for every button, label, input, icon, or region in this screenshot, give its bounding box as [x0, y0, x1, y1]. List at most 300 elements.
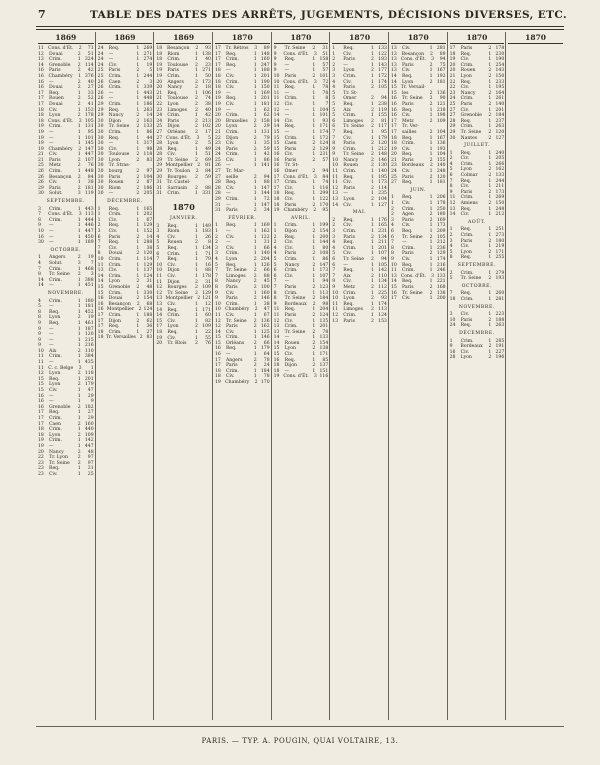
- entry-page: 83: [146, 157, 153, 163]
- entry-volume: 1: [371, 312, 374, 318]
- entry-day: 26: [38, 180, 44, 186]
- entry-volume: 1: [253, 368, 257, 374]
- entry-court: Crim.: [401, 268, 415, 274]
- entry-page: 71: [205, 251, 211, 257]
- entry-court: Civ.: [401, 113, 411, 119]
- entry-page: 135: [319, 318, 329, 324]
- entry-court: Crim.: [167, 313, 181, 319]
- entry-volume: 1: [371, 229, 374, 234]
- entry-volume: 1: [77, 298, 81, 304]
- entry-volume: 1: [253, 312, 257, 318]
- entry-day: 24: [156, 118, 163, 124]
- entry-day: 30: [449, 135, 456, 141]
- entry-volume: 2: [253, 146, 257, 152]
- entry-page: 165: [143, 206, 153, 212]
- entry-page: 19: [87, 255, 94, 261]
- entry-day: 19: [156, 335, 163, 341]
- entry-day: 4: [214, 256, 218, 262]
- entry-day: 21: [156, 96, 163, 102]
- entry-page: 130: [378, 163, 387, 169]
- entry-volume: 3: [78, 365, 82, 371]
- entry-court: —: [225, 90, 231, 96]
- entry-volume: 1: [77, 388, 81, 394]
- entry-page: 80: [322, 245, 329, 251]
- entry-court: Nancy: [460, 90, 476, 96]
- entry-day: 12: [38, 51, 44, 57]
- entry-page: 447: [84, 443, 94, 449]
- entry-court: Bordeaux: [460, 344, 483, 350]
- entry-day: 13: [390, 62, 397, 68]
- entry-court: Tr. Seine: [284, 296, 306, 302]
- entry-day: 8: [214, 284, 218, 290]
- entry-page: 5: [208, 141, 211, 147]
- entry-volume: 1: [77, 438, 81, 444]
- entry-volume: 1: [253, 79, 257, 85]
- entry-day: 12: [332, 312, 339, 318]
- entry-volume: 2: [195, 129, 198, 135]
- entry-day: 17: [97, 312, 104, 318]
- entry-page: 154: [319, 340, 329, 346]
- entry-court: Paris: [460, 101, 473, 107]
- entry-volume: 2: [312, 363, 316, 369]
- entry-volume: 3: [78, 118, 82, 124]
- entry-volume: 2: [429, 251, 433, 257]
- entry-volume: 1: [136, 51, 140, 57]
- entry-volume: 2: [488, 249, 492, 255]
- entry-court: Req.: [225, 346, 237, 352]
- entry-day: 24: [156, 113, 163, 119]
- entry-court: Omer: [284, 169, 298, 175]
- entry-day: 9: [38, 320, 41, 326]
- entry-page: 42: [87, 68, 94, 74]
- entry-day: 16: [38, 73, 44, 79]
- entry-page: 271: [143, 51, 153, 57]
- entry-court: Civ.: [401, 169, 411, 175]
- entry-page: 14: [146, 113, 153, 119]
- entry-court: Colmar: [460, 173, 478, 179]
- entry-page: 144: [260, 191, 270, 197]
- entry-day: 4: [273, 251, 277, 257]
- entry-page: 223: [495, 312, 505, 318]
- entry-page: 147: [260, 185, 270, 191]
- entry-page: 204: [319, 307, 329, 313]
- entry-day: 14: [214, 329, 221, 335]
- entry-volume: 2: [253, 357, 257, 363]
- entry-court: Limoges: [225, 273, 246, 279]
- entry-day: 30: [97, 174, 104, 180]
- entry-volume: 1: [429, 262, 433, 268]
- entry-day: 14: [273, 113, 280, 119]
- entry-court: —: [284, 113, 290, 119]
- entry-day: 18: [390, 141, 397, 147]
- entry-volume: 1: [195, 234, 198, 240]
- entry-day: 2: [332, 223, 336, 229]
- entry-court: Crim.: [343, 290, 357, 296]
- entry-volume: 1: [253, 262, 257, 268]
- entry-day: 18: [273, 202, 280, 208]
- entry-volume: 1: [77, 393, 81, 399]
- entry-court: Tr. Toulon: [166, 169, 191, 175]
- entry-page: 124: [143, 273, 153, 279]
- entry-page: 376: [84, 73, 94, 79]
- entry-volume: 2: [77, 382, 81, 388]
- table-column: [212, 32, 271, 720]
- entry-day: 25: [390, 174, 397, 180]
- entry-page: 151: [319, 368, 329, 374]
- entry-volume: 2: [312, 251, 316, 257]
- entry-day: 1: [390, 201, 394, 207]
- entry-court: —: [49, 393, 54, 399]
- entry-page: 211: [495, 184, 505, 190]
- entry-page: 104: [319, 107, 329, 113]
- entry-volume: 1: [371, 268, 374, 274]
- entry-page: 146: [260, 296, 270, 302]
- entry-court: Civ.: [401, 68, 411, 74]
- entry-page: 263: [143, 107, 153, 113]
- entry-page: 101: [84, 135, 94, 141]
- entry-volume: 1: [253, 141, 257, 147]
- entry-volume: 2: [77, 163, 81, 169]
- entry-volume: 2: [488, 113, 492, 119]
- entry-court: Paris: [225, 296, 238, 302]
- entry-day: 5: [332, 251, 336, 257]
- entry-volume: 1: [429, 240, 433, 246]
- entry-day: 30: [156, 174, 163, 180]
- entry-volume: 1: [429, 201, 433, 207]
- entry-court: Crim.: [401, 245, 415, 251]
- entry-court: —: [49, 326, 54, 332]
- entry-court: Crim.: [343, 113, 357, 119]
- entry-day: 27: [214, 174, 221, 180]
- entry-court: —: [225, 352, 231, 358]
- entry-court: —: [49, 234, 54, 240]
- entry-page: 89: [439, 51, 446, 57]
- entry-day: 28: [449, 118, 456, 124]
- entry-day: 29: [97, 107, 104, 113]
- entry-page: 167: [436, 68, 446, 74]
- entry-volume: 1: [77, 107, 81, 113]
- entry-court: Req.: [108, 223, 120, 229]
- entry-volume: 1: [77, 309, 81, 315]
- entry-day: 18: [273, 191, 280, 197]
- entry-page: 104: [436, 129, 446, 135]
- entry-day: 16: [38, 234, 44, 240]
- entry-page: 154: [319, 229, 329, 234]
- entry-court: Crim.: [343, 146, 357, 152]
- entry-court: Crim.: [49, 124, 62, 130]
- entry-court: Cons. d'Ét.: [48, 46, 74, 51]
- entry-court: Req.: [225, 96, 237, 102]
- entry-page: 66: [263, 268, 270, 274]
- entry-volume: 1: [312, 85, 316, 91]
- entry-page: 126: [260, 262, 270, 268]
- entry-court: Tr. Seine: [49, 272, 70, 278]
- entry-court: Angers: [167, 79, 184, 85]
- entry-volume: 2: [136, 79, 140, 85]
- entry-page: 110: [84, 348, 94, 354]
- entry-day: 2: [214, 240, 218, 246]
- entry-volume: 1: [488, 206, 492, 212]
- table-row: [215, 380, 270, 386]
- entry-page: 97: [146, 169, 153, 175]
- entry-day: 6: [332, 118, 336, 124]
- entry-court: Req.: [108, 206, 120, 212]
- entry-day: 30: [97, 135, 104, 141]
- entry-court: —: [284, 129, 290, 135]
- entry-day: 27: [156, 129, 163, 135]
- entry-court: Crim.: [460, 195, 474, 201]
- entry-volume: 1: [136, 273, 140, 279]
- entry-volume: 2: [312, 340, 316, 346]
- entry-day: 20: [156, 341, 163, 347]
- entry-court: —: [225, 240, 231, 246]
- entry-day: 12: [156, 290, 163, 296]
- entry-page: 181: [260, 101, 270, 107]
- entry-volume: 2: [253, 256, 257, 262]
- entry-court: Paris: [343, 141, 355, 147]
- entry-page: 88: [205, 185, 211, 191]
- entry-court: Crim.: [343, 245, 357, 251]
- entry-page: 193: [436, 146, 446, 152]
- entry-day: 16: [390, 107, 397, 113]
- entry-day: 11: [449, 195, 456, 201]
- entry-day: 1: [97, 212, 101, 218]
- entry-court: Req.: [460, 51, 472, 57]
- entry-day: 9: [273, 301, 277, 307]
- entry-day: 10: [273, 73, 280, 79]
- entry-page: 105: [436, 234, 446, 240]
- entry-volume: 1: [136, 90, 140, 96]
- entry-day: 13: [449, 206, 456, 212]
- entry-volume: 1: [429, 152, 433, 158]
- entry-court: Crim.: [460, 124, 474, 130]
- entry-court: bourg: [108, 169, 123, 175]
- entry-day: 18: [156, 51, 163, 57]
- entry-day: 14: [449, 212, 456, 218]
- entry-volume: 1: [488, 124, 492, 130]
- entry-day: 6: [332, 262, 336, 268]
- entry-day: 3: [390, 217, 394, 223]
- entry-volume: 2: [195, 324, 198, 330]
- entry-court: Paris: [401, 284, 414, 290]
- entry-page: 254: [495, 62, 505, 68]
- entry-volume: 1: [488, 85, 492, 91]
- entry-page: 180: [495, 238, 505, 244]
- entry-page: 281: [436, 46, 446, 51]
- entry-page: 238: [378, 101, 387, 107]
- entry-court: Paris: [225, 363, 238, 369]
- entry-day: 30: [97, 185, 104, 191]
- entry-court: Lyon: [343, 296, 355, 302]
- entry-day: 16: [97, 301, 104, 307]
- entry-court: Metz: [49, 163, 61, 169]
- entry-day: 19: [214, 90, 221, 96]
- entry-day: 15: [273, 352, 280, 358]
- entry-volume: 1: [429, 107, 433, 113]
- table-row: [450, 355, 505, 361]
- entry-day: 1: [332, 51, 336, 57]
- entry-page: 137: [319, 363, 329, 369]
- entry-page: 102: [202, 124, 211, 130]
- entry-day: 26: [38, 174, 44, 180]
- entry-page: 7: [325, 101, 329, 107]
- entry-court: Crim.: [284, 290, 298, 296]
- entry-page: 93: [205, 46, 211, 51]
- entry-day: 5: [38, 304, 41, 310]
- entry-day: 8: [449, 255, 453, 261]
- entry-volume: 1: [488, 79, 492, 85]
- entry-page: 196: [495, 355, 505, 361]
- entry-court: Chambéry: [283, 208, 308, 214]
- table-column: [388, 32, 447, 720]
- entry-court: Crim.: [108, 73, 122, 79]
- entry-page: 86: [322, 256, 329, 262]
- entry-court: Chambéry: [48, 73, 73, 79]
- entry-page: 248: [495, 206, 505, 212]
- entry-court: Crim.: [225, 251, 239, 257]
- entry-day: 18: [156, 57, 163, 63]
- entry-court: Crim.: [343, 312, 357, 318]
- entry-day: 1: [449, 150, 453, 156]
- entry-page: 133: [495, 173, 505, 179]
- entry-court: Caen: [108, 79, 121, 85]
- entry-page: 201: [260, 96, 270, 102]
- entry-court: Req.: [108, 324, 120, 330]
- entry-court: Metz: [401, 118, 414, 124]
- entry-day: 11: [273, 312, 280, 318]
- entry-day: 7: [449, 178, 453, 184]
- entry-day: 19: [214, 380, 221, 386]
- column-year-heading: 1870: [450, 32, 505, 44]
- entry-court: Grenoble: [460, 113, 483, 119]
- entry-court: Civ.: [284, 273, 294, 279]
- entry-day: 16: [214, 346, 221, 352]
- entry-page: 101: [319, 73, 329, 79]
- entry-volume: 1: [136, 240, 140, 246]
- entry-volume: 1: [253, 245, 257, 251]
- entry-day: 31: [156, 180, 163, 186]
- entry-volume: 1: [371, 301, 374, 307]
- entry-volume: 1: [312, 152, 316, 158]
- entry-volume: 1: [488, 244, 492, 250]
- entry-page: 230: [495, 51, 505, 57]
- entry-day: 18: [97, 335, 104, 341]
- entry-page: 131: [260, 129, 270, 135]
- entry-court: Req.: [225, 262, 237, 268]
- entry-court: Grenoble: [49, 62, 71, 68]
- entry-day: 9: [273, 51, 277, 57]
- entry-court: Req.: [460, 206, 472, 212]
- entry-day: 2: [273, 240, 277, 246]
- entry-volume: 1: [253, 85, 257, 91]
- entry-page: 201: [84, 376, 94, 382]
- entry-court: Civ.: [49, 107, 58, 113]
- entry-court: Req.: [225, 223, 237, 229]
- entry-page: 162: [260, 229, 270, 234]
- entry-page: 45: [263, 279, 270, 285]
- entry-court: Req.: [343, 174, 354, 180]
- entry-volume: 1: [253, 101, 257, 107]
- entry-court: Crim.: [284, 96, 298, 102]
- table-row: [98, 335, 153, 341]
- entry-volume: 2: [77, 62, 81, 68]
- entry-volume: 1: [429, 68, 433, 74]
- entry-court: —: [49, 443, 54, 449]
- entry-day: 8: [273, 290, 277, 296]
- entry-page: 160: [260, 57, 270, 63]
- entry-day: 25: [97, 73, 104, 79]
- entry-volume: 2: [312, 157, 316, 163]
- entry-court: Tr. Blois: [167, 341, 187, 347]
- entry-volume: 1: [77, 427, 81, 433]
- entry-court: Civ.: [49, 471, 58, 477]
- entry-page: 198: [436, 113, 446, 119]
- table-row: [38, 191, 94, 197]
- entry-page: 25: [87, 471, 94, 477]
- entry-day: 20: [214, 113, 221, 119]
- entry-page: 136: [260, 318, 270, 324]
- entry-volume: 2: [312, 262, 316, 268]
- entry-day: 18: [273, 363, 280, 369]
- entry-page: 79: [263, 135, 270, 141]
- entry-page: 186: [143, 101, 153, 107]
- entry-court: Lyon: [167, 101, 179, 107]
- entry-page: 138: [436, 290, 446, 296]
- entry-day: 19: [38, 443, 44, 449]
- entry-court: Civ.: [284, 318, 294, 324]
- entry-court: —: [108, 51, 114, 57]
- entry-court: Req.: [167, 257, 178, 263]
- entry-page: 113: [84, 212, 94, 218]
- entry-court: Lyon: [49, 371, 61, 377]
- entry-court: Crim.: [343, 73, 357, 79]
- entry-page: 120: [495, 129, 505, 135]
- entry-court: —: [343, 62, 348, 68]
- entry-page: 133: [319, 335, 329, 341]
- entry-page: 170: [260, 380, 270, 386]
- entry-court: Dijon: [108, 118, 121, 124]
- entry-volume: 1: [195, 51, 198, 57]
- entry-volume: 2: [429, 157, 433, 163]
- entry-volume: 1: [312, 352, 316, 358]
- entry-page: 231: [319, 152, 329, 158]
- entry-day: 12: [156, 285, 163, 291]
- entry-day: 14: [97, 273, 104, 279]
- entry-volume: 1: [195, 229, 198, 235]
- entry-day: 14: [390, 73, 397, 79]
- entry-volume: 1: [312, 223, 316, 229]
- entry-volume: 1: [312, 290, 316, 296]
- entry-volume: 1: [253, 51, 257, 57]
- entry-day: 11: [38, 365, 44, 371]
- entry-page: 72: [263, 197, 270, 203]
- entry-court: Paris: [284, 157, 297, 163]
- entry-court: Riom: [167, 51, 180, 57]
- entry-volume: 2: [488, 73, 492, 79]
- entry-page: 468: [84, 266, 94, 272]
- entry-day: 2: [97, 223, 101, 229]
- entry-day: 7: [97, 245, 101, 251]
- entry-volume: 2: [77, 185, 81, 191]
- entry-volume: 2: [77, 315, 81, 321]
- entry-court: Req.: [167, 90, 178, 96]
- entry-page: 75: [439, 62, 446, 68]
- entry-volume: 1: [195, 251, 198, 257]
- table-column: [95, 32, 154, 720]
- entry-court: Crim.: [284, 324, 298, 330]
- entry-page: 183: [378, 57, 387, 63]
- entry-court: Req.: [343, 101, 354, 107]
